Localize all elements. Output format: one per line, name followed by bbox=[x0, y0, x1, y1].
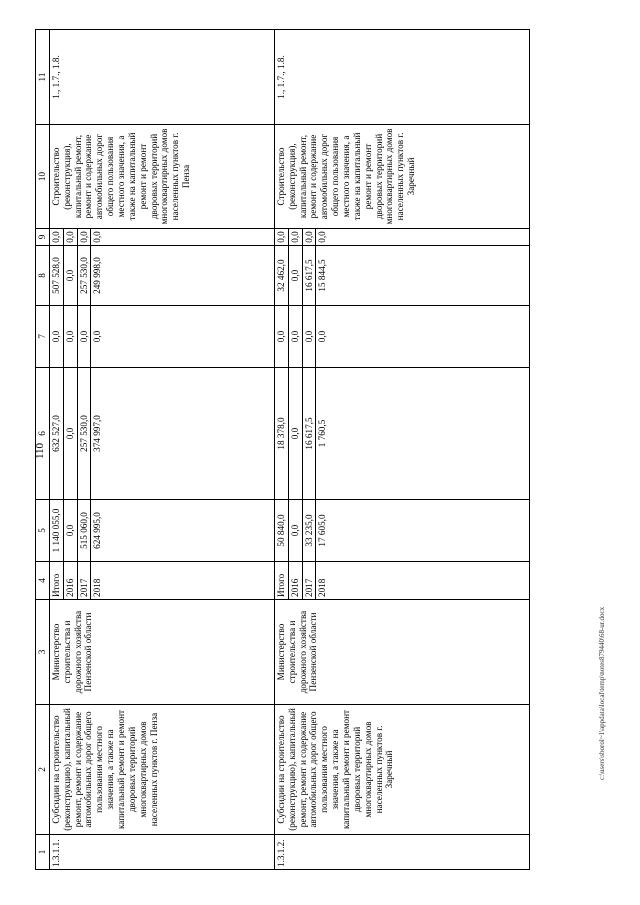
col-header: 1 bbox=[36, 835, 50, 870]
year-cell: 2017 bbox=[302, 562, 316, 600]
value-total: 1 140 055,0 bbox=[49, 500, 63, 562]
value-regional: 374 997,0 bbox=[91, 368, 104, 500]
rotated-table-container bbox=[35, 30, 580, 870]
col-header: 3 bbox=[36, 600, 50, 705]
item-goal: Строительство (реконструкция), капитальный ремонт, ремонт и содержание автомобильных дорог общего пользования местного значения, а также на капитальный ремонт и ремонт дворовых территорий многоквартирных домов населенных пунктов г. Заречный bbox=[274, 125, 529, 229]
value-total: 515 060,0 bbox=[77, 500, 91, 562]
value-total: 50 840,0 bbox=[274, 500, 288, 562]
value-col9: 0,0 bbox=[316, 229, 329, 246]
col-header: 7 bbox=[36, 306, 50, 368]
col-header: 6 bbox=[36, 368, 50, 500]
value-total: 0,0 bbox=[288, 500, 302, 562]
item-name: Субсидии на строительство (реконструкцию), капитальный ремонт, ремонт и содержание автомобильных дорог общего пользования местного значения, а также на капитальный ремонт и ремонт дворовых территорий многоквартирных домов населенных пунктов г. Пенза bbox=[49, 705, 274, 835]
value-col8: 0,0 bbox=[63, 246, 77, 306]
col-header: 8 bbox=[36, 246, 50, 306]
item-name: Субсидии на строительство (реконструкцию), капитальный ремонт, ремонт и содержание автомобильных дорог общего пользования местного значения, а также на капитальный ремонт и ремонт дворовых территорий многоквартирных домов населенных пунктов г. Заречный bbox=[274, 705, 529, 835]
value-col7: 0,0 bbox=[316, 306, 329, 368]
item-number: 1.3.1.2. bbox=[274, 835, 529, 870]
value-total: 0,0 bbox=[63, 500, 77, 562]
empty-cell bbox=[329, 229, 529, 246]
value-col7: 0,0 bbox=[302, 306, 316, 368]
value-col9: 0,0 bbox=[77, 229, 91, 246]
year-cell: 2017 bbox=[77, 562, 91, 600]
item-executor: Министерство строительства и дорожного хозяйства Пензенской области bbox=[274, 600, 529, 705]
table-row bbox=[49, 30, 63, 870]
year-cell: 2018 bbox=[316, 562, 329, 600]
item-executor: Министерство строительства и дорожного хозяйства Пензенской области bbox=[49, 600, 274, 705]
value-col9: 0,0 bbox=[91, 229, 104, 246]
empty-cell bbox=[329, 368, 529, 500]
value-total: 33 235,0 bbox=[302, 500, 316, 562]
value-regional: 16 617,5 bbox=[302, 368, 316, 500]
value-regional: 0,0 bbox=[63, 368, 77, 500]
table-row bbox=[274, 30, 288, 870]
empty-cell bbox=[104, 246, 274, 306]
empty-cell bbox=[329, 306, 529, 368]
year-cell: Итого bbox=[274, 562, 288, 600]
year-cell: Итого bbox=[49, 562, 63, 600]
col-header: 10 bbox=[36, 125, 50, 229]
value-col8: 16 617,5 bbox=[302, 246, 316, 306]
value-col7: 0,0 bbox=[49, 306, 63, 368]
header-row bbox=[36, 30, 50, 870]
col-header: 9 bbox=[36, 229, 50, 246]
value-total: 624 995,0 bbox=[91, 500, 104, 562]
empty-cell bbox=[104, 229, 274, 246]
col-header: 5 bbox=[36, 500, 50, 562]
value-col8: 15 844,5 bbox=[316, 246, 329, 306]
value-col8: 32 462,0 bbox=[274, 246, 288, 306]
item-goal: Строительство (реконструкция), капитальный ремонт, ремонт и содержание автомобильных дорог общего пользования местного значения, а также на капитальный ремонт и ремонт дворовых территорий многоквартирных домов населенных пунктов г. Пенза bbox=[49, 125, 274, 229]
col-header: 4 bbox=[36, 562, 50, 600]
value-col9: 0,0 bbox=[49, 229, 63, 246]
item-indicators: 1., 1.7., 1.8. bbox=[274, 30, 529, 125]
value-col8: 507 528,0 bbox=[49, 246, 63, 306]
value-regional: 0,0 bbox=[288, 368, 302, 500]
value-col9: 0,0 bbox=[63, 229, 77, 246]
value-regional: 18 378,0 bbox=[274, 368, 288, 500]
empty-cell bbox=[329, 246, 529, 306]
item-indicators: 1., 1.7., 1.8. bbox=[49, 30, 274, 125]
value-regional: 632 527,0 bbox=[49, 368, 63, 500]
empty-cell bbox=[104, 562, 274, 600]
col-header: 11 bbox=[36, 30, 50, 125]
empty-cell bbox=[329, 562, 529, 600]
value-regional: 257 530,0 bbox=[77, 368, 91, 500]
value-col8: 0,0 bbox=[288, 246, 302, 306]
value-col9: 0,0 bbox=[302, 229, 316, 246]
value-total: 17 605,0 bbox=[316, 500, 329, 562]
footer-file-path: c:\users\sborol~1\appdata\local\temp\notes879440\68-ur.docx bbox=[598, 606, 606, 780]
year-cell: 2016 bbox=[63, 562, 77, 600]
value-col7: 0,0 bbox=[91, 306, 104, 368]
value-col7: 0,0 bbox=[274, 306, 288, 368]
empty-cell bbox=[104, 500, 274, 562]
value-col7: 0,0 bbox=[77, 306, 91, 368]
col-header: 2 bbox=[36, 705, 50, 835]
value-col8: 249 998,0 bbox=[91, 246, 104, 306]
empty-cell bbox=[104, 368, 274, 500]
program-table bbox=[35, 29, 530, 870]
value-col7: 0,0 bbox=[63, 306, 77, 368]
value-col9: 0,0 bbox=[288, 229, 302, 246]
value-col7: 0,0 bbox=[288, 306, 302, 368]
empty-cell bbox=[104, 306, 274, 368]
value-regional: 1 760,5 bbox=[316, 368, 329, 500]
value-col9: 0,0 bbox=[274, 229, 288, 246]
year-cell: 2018 bbox=[91, 562, 104, 600]
page-number: 110 bbox=[34, 442, 46, 460]
item-number: 1.3.1.1. bbox=[49, 835, 274, 870]
empty-cell bbox=[329, 500, 529, 562]
year-cell: 2016 bbox=[288, 562, 302, 600]
value-col8: 257 530,0 bbox=[77, 246, 91, 306]
